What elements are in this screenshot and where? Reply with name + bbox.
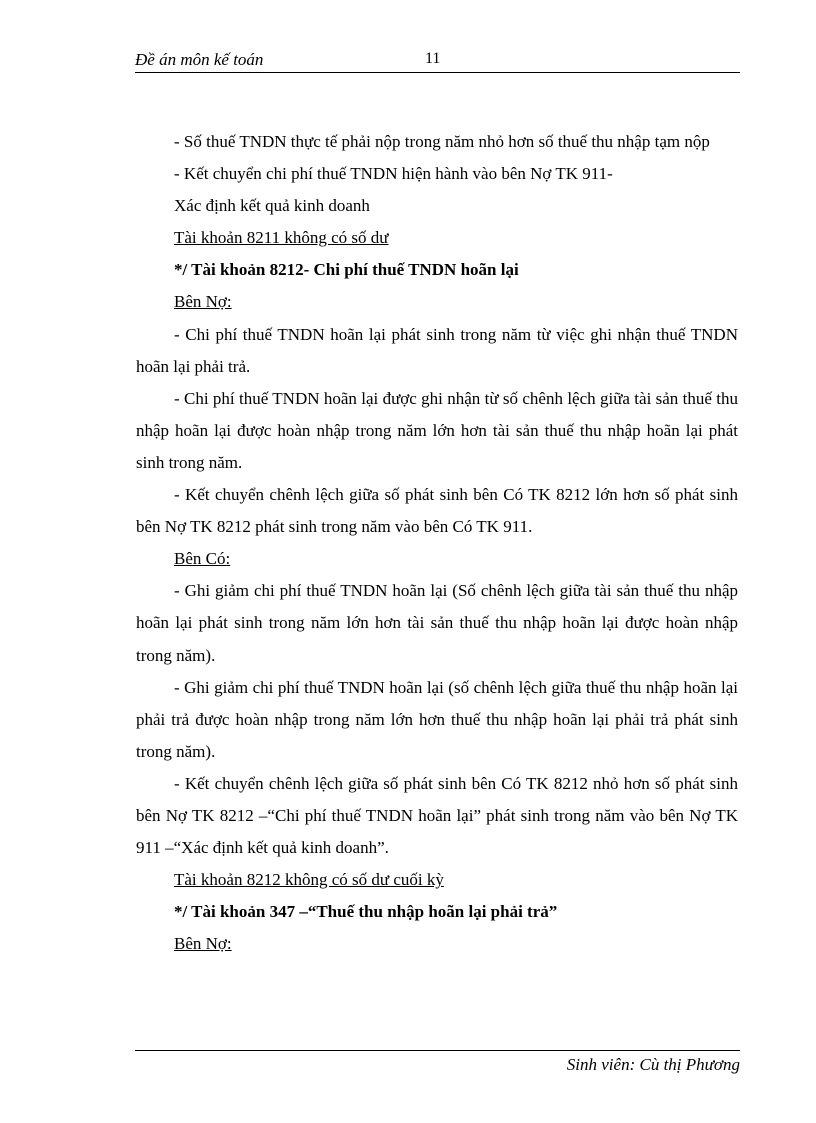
paragraph: - Kết chuyển chênh lệch giữa số phát sinh bên Có TK 8212 lớn hơn số phát sinh bên Nợ TK 8212 phát sinh trong năm vào bên Có TK 911. <box>136 485 738 537</box>
section-note <box>136 864 738 896</box>
section-note <box>136 222 738 254</box>
underlined-text: Bên Có: <box>174 549 231 569</box>
paragraph: - Kết chuyển chi phí thuế TNDN hiện hành vào bên Nợ TK 911- <box>174 164 613 184</box>
paragraph: Xác định kết quả kinh doanh <box>174 196 370 216</box>
paragraph: - Ghi giảm chi phí thuế TNDN hoãn lại (Số chênh lệch giữa tài sản thuế thu nhập hoãn lại phát sinh trong năm lớn hơn tài sản thuế thu nhập hoãn lại được hoàn nhập trong năm). <box>136 581 738 665</box>
page-number: 11 <box>425 50 441 67</box>
page-footer <box>135 1050 740 1074</box>
section-heading: */ Tài khoản 347 –“Thuế thu nhập hoãn lại phải trả” <box>174 902 558 922</box>
page-header <box>135 50 740 73</box>
document-body <box>136 126 738 960</box>
underlined-text: Bên Nợ: <box>174 934 232 954</box>
paragraph: - Số thuế TNDN thực tế phải nộp trong năm nhỏ hơn số thuế thu nhập tạm nộp <box>174 132 710 151</box>
paragraph: - Chi phí thuế TNDN hoãn lại được ghi nhận từ số chênh lệch giữa tài sản thuế thu nhập hoãn lại được hoàn nhập trong năm lớn hơn tài sản thuế thu nhập hoãn lại phát sinh trong năm. <box>136 388 738 472</box>
underlined-text: Tài khoản 8212 không có số dư cuối kỳ <box>174 870 444 890</box>
underlined-text: Tài khoản 8211 không có số dư <box>174 228 389 248</box>
subheading <box>136 928 738 960</box>
paragraph: - Chi phí thuế TNDN hoãn lại phát sinh trong năm từ việc ghi nhận thuế TNDN hoãn lại phải trả. <box>136 324 738 376</box>
underlined-text: Bên Nợ: <box>174 292 232 312</box>
document-title: Đề án môn kế toán <box>135 50 264 69</box>
paragraph: - Kết chuyển chênh lệch giữa số phát sinh bên Có TK 8212 nhỏ hơn số phát sinh bên Nợ TK 8212 –“Chi phí thuế TNDN hoãn lại” phát sinh trong năm vào bên Nợ TK 911 –“Xác định kết quả kinh doanh”. <box>136 773 738 858</box>
section-heading: */ Tài khoản 8212- Chi phí thuế TNDN hoãn lại <box>174 260 519 280</box>
subheading <box>136 543 738 575</box>
subheading <box>136 286 738 318</box>
footer-author: Sinh viên: Cù thị Phương <box>566 1055 740 1074</box>
paragraph: - Ghi giảm chi phí thuế TNDN hoãn lại (số chênh lệch giữa thuế thu nhập hoãn lại phải trả được hoàn nhập trong năm lớn hơn thuế thu nhập hoãn lại phải trả phát sinh trong năm). <box>136 677 738 761</box>
